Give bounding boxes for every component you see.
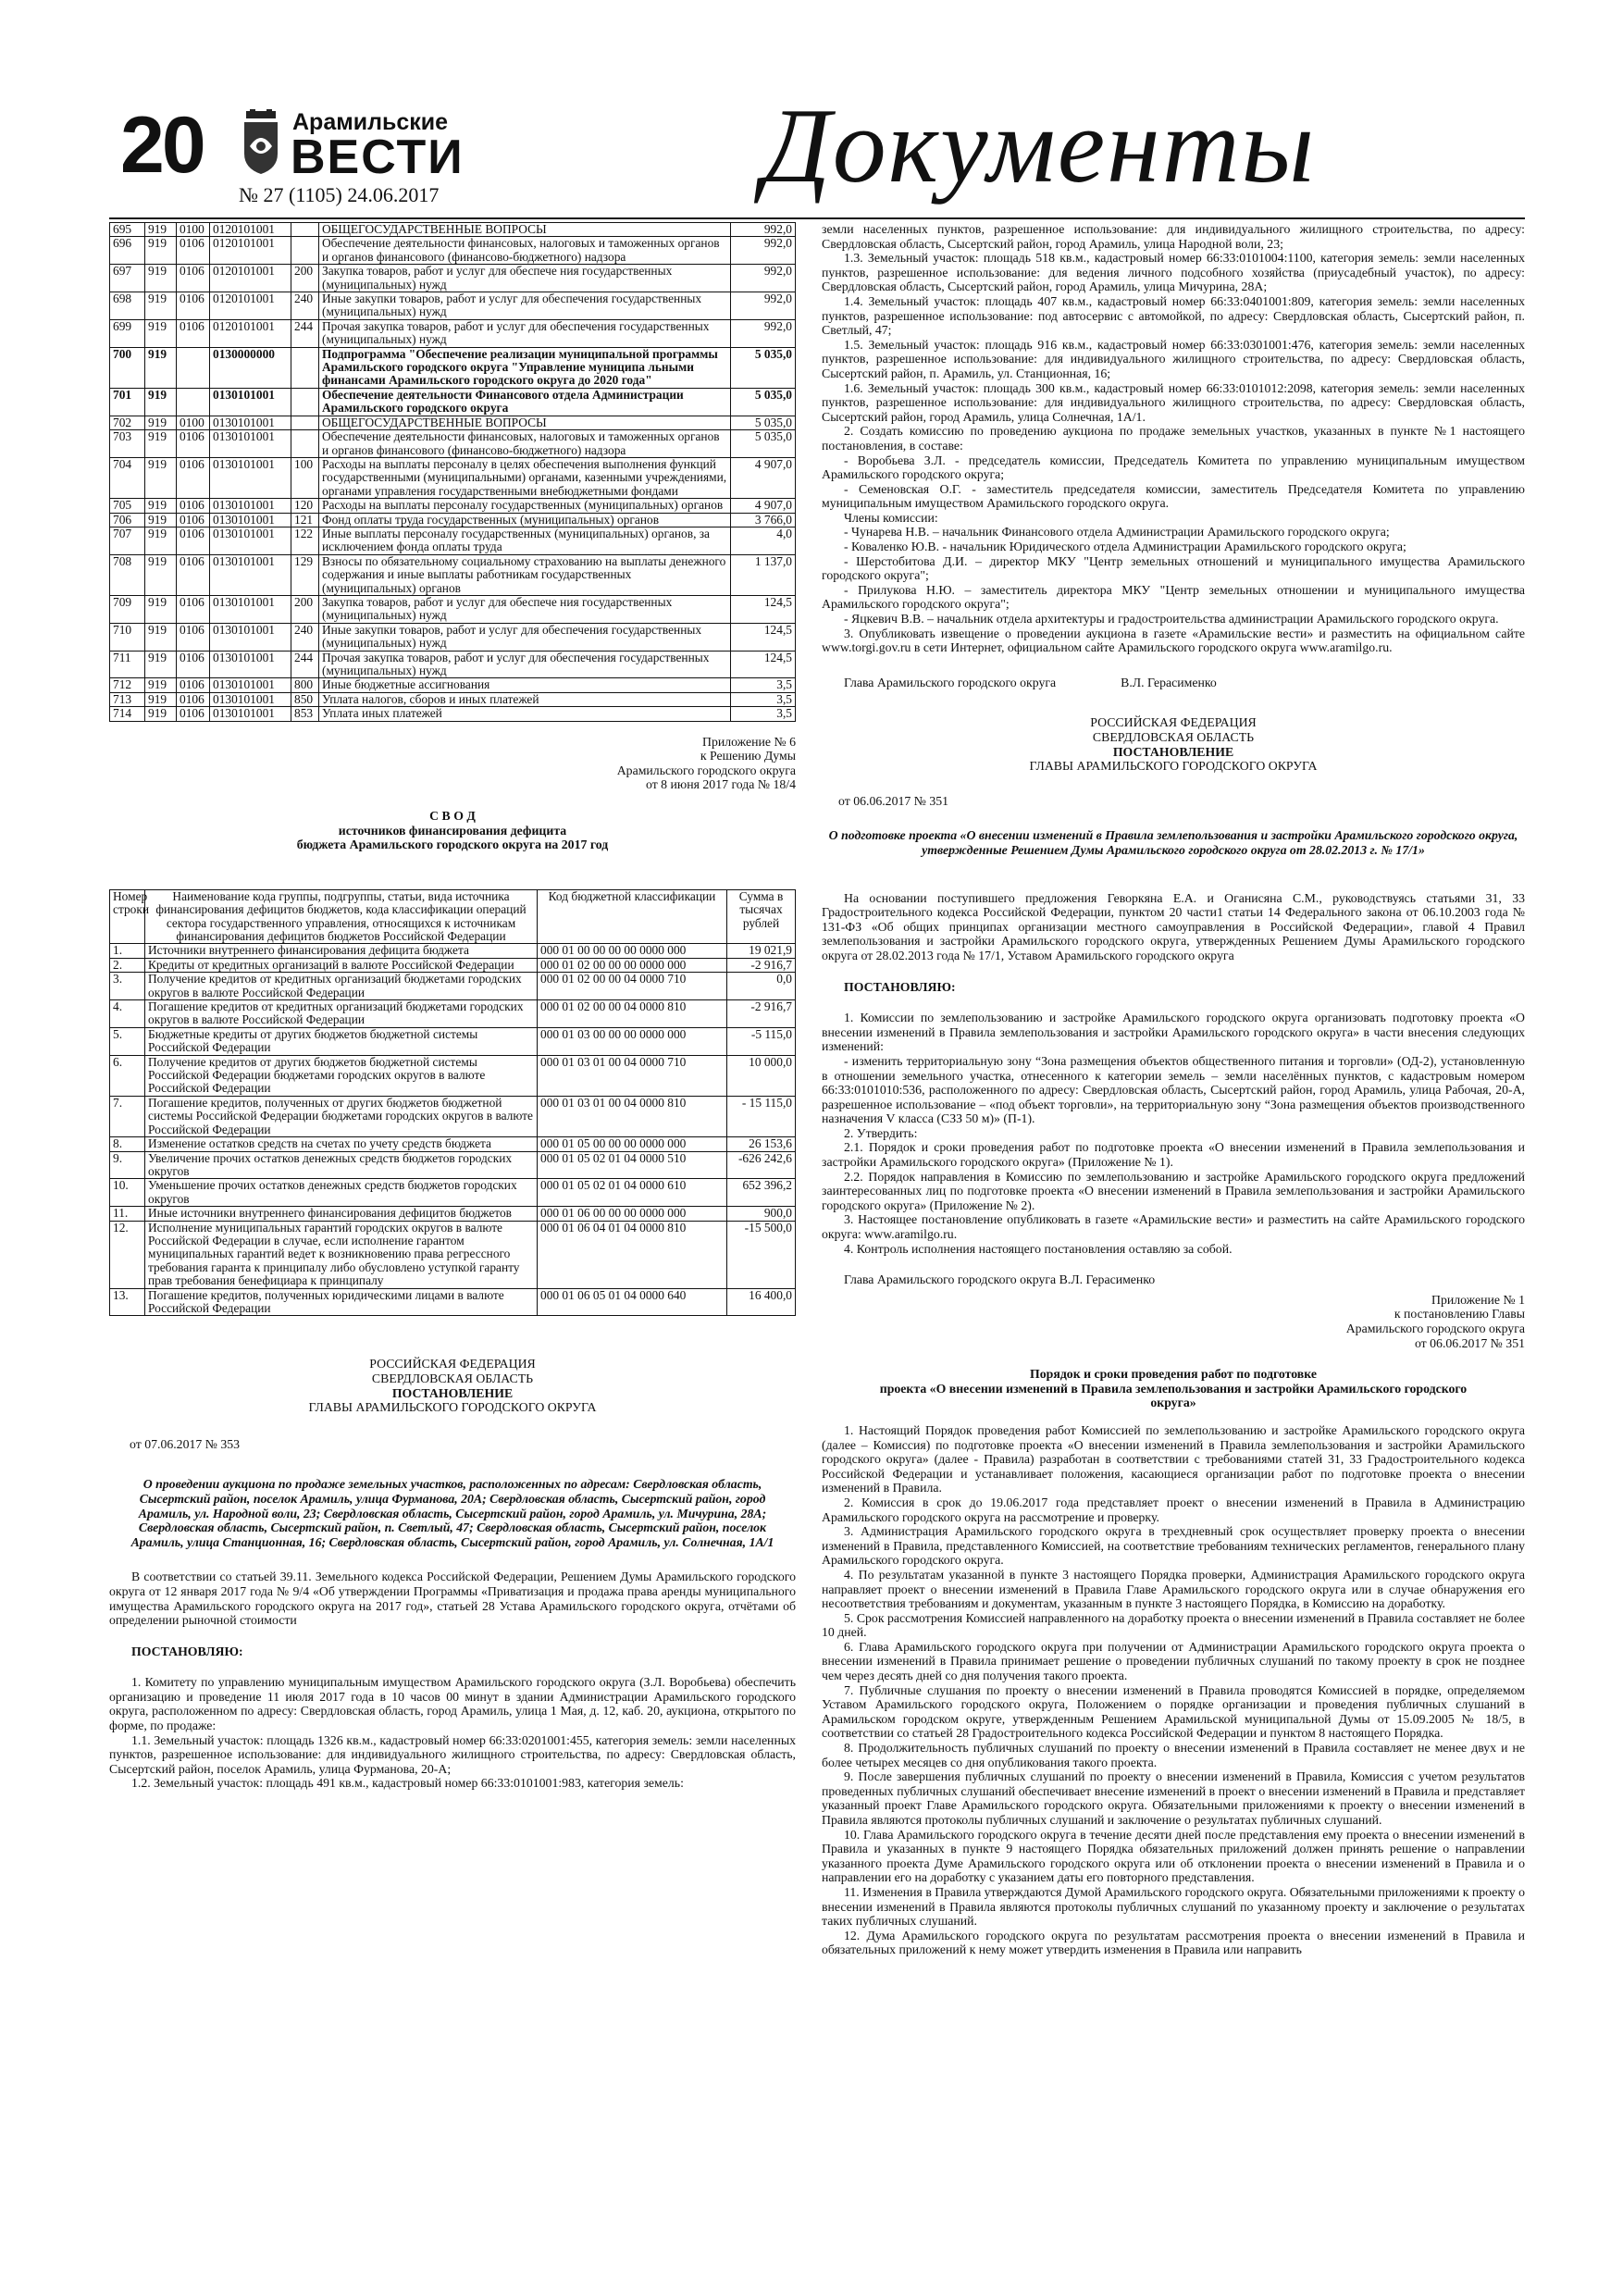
- res351-intro: На основании поступившего предложения Геворкяна Е.А. и Оганисяна С.М., руководствуясь статьями 31, 33 Градостроительного кодекса Российской Федерации, пунктом 20 части1 статьи 14 Федерального закона от 06.10.2003 года № 131-ФЗ «Об общих принципах организации местного самоуправления в Российской Федерации», главой 4 Правил землепользования и застройки Арамильского городского округа, утвержденных Решением Думы Арамильского городского округа от 28.02.2013 года № 17/1, Уставом Арамильского городского округа: [822, 890, 1525, 962]
- budget-row: 711 919 0106 0130101001 244 Прочая закупка товаров, работ и услуг для обеспечения государственных (муниципальных) нужд 124,5: [110, 651, 796, 678]
- issue-number: № 27 (1105) 24.06.2017: [239, 183, 440, 206]
- res353-intro: В соответствии со статьей 39.11. Земельного кодекса Российской Федерации, Решением Думы Арамильского городского округа от 12 января 2017 года № 9/4 «Об утверждении Программы «Приватизация и продажа права аренды муниципального имущества Арамильского городского округа на 2017 год», статьей 28 Устава Арамильского городского округа, отчётами об определении рыночной стоимости: [109, 1570, 796, 1628]
- svod-row: 5. Бюджетные кредиты от других бюджетов бюджетной системы Российской Федерации 000 01 03 00 00 00 0000 000 -5 115,0: [110, 1027, 796, 1055]
- order-item: 6. Глава Арамильского городского округа при получении от Администрации Арамильского городского округа проекта о внесении изменений в Правила принимает решение о проведении публичных слушаний по такому проекту в срок не позднее чем через десять дней со дня получения такого проекта.: [822, 1639, 1525, 1683]
- budget-row: 695 919 0100 0120101001 ОБЩЕГОСУДАРСТВЕННЫЕ ВОПРОСЫ 992,0: [110, 223, 796, 237]
- res351-p1: 1. Комиссии по землепользованию и застройке Арамильского городского округа организовать подготовку проекта «О внесении изменений в Правила землепользования и застройки Арамильского городского округа» в части внесения следующих изменений:: [822, 1011, 1525, 1054]
- commission-member: - Коваленко Ю.В. - начальник Юридического отдела Администрации Арамильского городского округа;: [844, 540, 1406, 554]
- res351-p21: 2.1. Порядок и сроки проведения работ по подготовке проекта «О внесении изменений в Правила землепользования и застройки Арамильского городского округа» (Приложение № 1).: [822, 1140, 1525, 1170]
- res353-title: О проведении аукциона по продаже земельных участков, расположенных по адресам: Свердловская область, Сысертский район, поселок Арамиль, улица Фурманова, 20А; Свердловская область, Сысертский район, город Арамиль, ул. Народной воли, 23; Свердловская область, Сысертский район, город Арамиль, ул. Мичурина, 28А; Свердловская область, Сысертский район, п. Светлый, 47; Свердловская область, Сысертский район, поселок Арамиль, улица Станционная, 16; Свердловская область, Сысертский район, город Арамиль, ул. Солнечная, 1А/1: [130, 1477, 774, 1549]
- commission-member: - Прилукова Н.Ю. – заместитель директора МКУ "Центр земельных отношении и муниципального имущества Арамильского городского округа";: [822, 582, 1525, 612]
- res353-p1: 1. Комитету по управлению муниципальным имуществом Арамильского городского округа (З.Л. Воробьева) обеспечить организацию и проведение 11 июля 2017 года в 10 часов 00 минут в здании Администрации Арамильского городского округа, расположенном по адресу: Свердловская область, город Арамиль, улица 1 Мая, д. 12, каб. 20, аукциона, открытого по форме, по продаже:: [109, 1675, 796, 1733]
- res351-title: О подготовке проекта «О внесении изменений в Правила землепользования и застройки Арамильского городского округа, утвержденные Решением Думы Арамильского городского округа от 28.02.2013 г. № 17/1»: [828, 828, 1518, 857]
- order-items: [822, 1423, 1525, 1957]
- svod-row: 7. Погашение кредитов, полученных от других бюджетов бюджетной системы Российской Федерации бюджетами городских округов в валюте Российской Федерации 000 01 03 01 00 04 0000 810 - 15 115,0: [110, 1096, 796, 1136]
- res351-p2: 2. Утвердить:: [844, 1125, 918, 1140]
- res353-header: РОССИЙСКАЯ ФЕДЕРАЦИЯ СВЕРДЛОВСКАЯ ОБЛАСТЬ ПОСТАНОВЛЕНИЕ ГЛАВЫ АРАМИЛЬСКОГО ГОРОДСКОГО ОКРУГА: [308, 1357, 597, 1415]
- left-column: [109, 222, 796, 2263]
- res353-p16: 1.6. Земельный участок: площадь 300 кв.м., кадастровый номер 66:33:0101012:2098, категория земель: земли населенных пунктов, разрешенное использование: для индивидуального жилищного строительства, по адресу: Свердловская область, Сысертский район, город Арамиль, улица Солнечная, 1А/1.: [822, 380, 1525, 424]
- res353-p2: 2. Создать комиссию по проведению аукциона по продаже земельных участков, указанных в пункте №1 настоящего постановления, в составе:: [822, 424, 1525, 453]
- res351-signature: Глава Арамильского городского округа В.Л. Герасименко: [844, 1272, 1156, 1287]
- res353-decree: ПОСТАНОВЛЯЮ:: [131, 1644, 243, 1658]
- order-title: Порядок и сроки проведения работ по подготовке проекта «О внесении изменений в Правила землепользования и застройки Арамильского городского округа»: [879, 1367, 1468, 1410]
- svod-row: 2. Кредиты от кредитных организаций в валюте Российской Федерации 000 01 02 00 00 00 0000 000 -2 916,7: [110, 958, 796, 972]
- budget-row: 704 919 0106 0130101001 100 Расходы на выплаты персоналу в целях обеспечения выполнения функций государственными (муниципальными) органами, казенными учреждениями, органами управления государственными внебюджетными фондами 4 907,0: [110, 457, 796, 498]
- order-item: 4. По результатам указанной в пункте 3 настоящего Порядка проверки, Администрация Арамильского городского округа направляет проект о внесении изменений в Правила Главе Арамильского городского округа или в случае обнаружения его несоответствия требованиям и документам, указанным в пункте 3 настоящего Порядка, в Комиссию на доработку.: [822, 1567, 1525, 1611]
- res353-p14: 1.4. Земельный участок: площадь 407 кв.м., кадастровый номер 66:33:0401001:809, категория земель: земли населенных пунктов, разрешенное использование: под автосервис с автомойкой, по адресу: Свердловская область, Сысертский район, п. Светлый, 47;: [822, 293, 1525, 338]
- budget-row: 696 919 0106 0120101001 Обеспечение деятельности финансовых, налоговых и таможенных органов и органов финансового (финансово-бюджетного) надзора 992,0: [110, 237, 796, 265]
- res353-continuation: земли населенных пунктов, разрешенное использование: для индивидуального жилищного строительства, по адресу: Свердловская область, Сысертский район, город Арамиль, улица Народной воли, 23;: [822, 222, 1525, 251]
- budget-row: 708 919 0106 0130101001 129 Взносы по обязательному социальному страхованию на выплаты денежного содержания и иные выплаты работникам государственных (муниципальных) органов 1 137,0: [110, 554, 796, 595]
- res353-p13: 1.3. Земельный участок: площадь 518 кв.м., кадастровый номер 66:33:0101004:1100, категория земель: земли населенных пунктов, разрешенное использование: для ведения личного подсобного хозяйства (приусадебный участок), по адресу: Свердловская область, Сысертский район, город Арамиль, улица Мичурина, 28А;: [822, 251, 1525, 294]
- budget-row: 701 919 0130101001 Обеспечение деятельности Финансового отдела Администрации Арамильского городского округа 5 035,0: [110, 388, 796, 416]
- res353-signature: Глава Арамильского городского округа В.Л. Герасименко: [844, 675, 1217, 689]
- header-rule: [109, 217, 1525, 219]
- res351-p22: 2.2. Порядок направления в Комиссию по землепользованию и застройке Арамильского городского округа предложений заинтересованных лиц по подготовке проекта «О внесении изменений в Правила землепользования и застройки Арамильского городского округа» (Приложение № 2).: [822, 1169, 1525, 1212]
- appendix6: Приложение № 6 к Решению Думы Арамильского городского округа от 8 июня 2017 года № 18/4: [616, 734, 796, 792]
- budget-table: [109, 222, 796, 722]
- commission-member: - Чунарева Н.В. – начальник Финансового отдела Администрации Арамильского городского округа;: [844, 525, 1390, 540]
- budget-row: 709 919 0106 0130101001 200 Закупка товаров, работ и услуг для обеспече ния государственных (муниципальных) нужд 124,5: [110, 595, 796, 623]
- order-item: 9. После завершения публичных слушаний по проекту о внесении изменений в Правила, Комиссия с учетом результатов проведенных публичных слушаний обеспечивает внесение изменений в проект о внесении изменений в Правила и представляет указанный проект Главе Арамильского городского округа. Обязательными приложениями к проекту о внесении изменений в Правила являются протоколы публичных слушаний и заключение о результатах публичных слушаний.: [822, 1769, 1525, 1827]
- budget-row: 699 919 0106 0120101001 244 Прочая закупка товаров, работ и услуг для обеспечения государственных (муниципальных) нужд 992,0: [110, 319, 796, 347]
- svod-header-name: Наименование кода группы, подгруппы, статьи, вида источника финансирования дефицитов бюджетов, кода классификации операций сектора государственного управления, относящихся к источникам финансирования дефицитов бюджетов Российской Федерации: [145, 889, 538, 944]
- res353-date: от 07.06.2017 № 353: [130, 1436, 241, 1451]
- appendix1: Приложение № 1 к постановлению Главы Арамильского городского округа от 06.06.2017 № 351: [1345, 1292, 1525, 1350]
- order-item: 8. Продолжительность публичных слушаний по проекту о внесении изменений в Правила составляет не менее двух и не более четырех месяцев со дня опубликования такого проекта.: [822, 1741, 1525, 1769]
- svod-row: 4. Погашение кредитов от кредитных организаций бюджетами городских округов в валюте Российской Федерации 000 01 02 00 00 04 0000 810 -2 916,7: [110, 1000, 796, 1028]
- budget-row: 707 919 0106 0130101001 122 Иные выплаты персоналу государственных (муниципальных) органов, за исключением фонда оплаты труда 4,0: [110, 527, 796, 554]
- res351-p3: 3. Настоящее постановление опубликовать в газете «Арамильские вести» и разместить на сайте Арамильского городского округа: www.aramilgo.ru.: [822, 1212, 1525, 1242]
- commission-members-label: Члены комиссии:: [844, 510, 938, 525]
- svod-row: 6. Получение кредитов от других бюджетов бюджетной системы Российской Федерации бюджетами городских округов в валюте Российской Федерации 000 01 03 01 00 04 0000 710 10 000,0: [110, 1055, 796, 1096]
- budget-row: 705 919 0106 0130101001 120 Расходы на выплаты персоналу государственных (муниципальных) органов 4 907,0: [110, 499, 796, 513]
- svod-row: 8. Изменение остатков средств на счетах по учету средств бюджета 000 01 05 00 00 00 0000 000 26 153,6: [110, 1137, 796, 1151]
- svod-header-num: Номер строки: [110, 889, 145, 944]
- res353-p15: 1.5. Земельный участок: площадь 916 кв.м., кадастровый номер 66:33:0301001:476, категория земель: земли населенных пунктов, разрешенное использование: для индивидуального жилищного строительства, по адресу: Свердловская область, Сысертский район, п. Арамиль, ул. Станционная, 16;: [822, 337, 1525, 380]
- masthead: [109, 87, 1525, 220]
- svod-row: 11. Иные источники внутреннего финансирования дефицитов бюджетов 000 01 06 00 00 00 0000 000 900,0: [110, 1207, 796, 1221]
- svod-row: 3. Получение кредитов от кредитных организаций бюджетами городских округов в валюте Российской Федерации 000 01 02 00 00 04 0000 710 0,0: [110, 973, 796, 1000]
- budget-row: 703 919 0106 0130101001 Обеспечение деятельности финансовых, налоговых и таможенных органов и органов финансового (финансово-бюджетного) надзора 5 035,0: [110, 430, 796, 458]
- order-item: 10. Глава Арамильского городского округа в течение десяти дней после представления ему проекта о внесении изменений в Правила и указанных в пункте 9 настоящего Порядка обязательных приложений должен принять решение о направлении указанного проекта Думе Арамильского городского округа или об отклонении проекта о внесении изменений в Правила и о направлении его на доработку с указанием даты его повторного представления.: [822, 1827, 1525, 1885]
- budget-row: 710 919 0106 0130101001 240 Иные закупки товаров, работ и услуг для обеспечения государственных (муниципальных) нужд 124,5: [110, 623, 796, 651]
- svod-row: 12. Исполнение муниципальных гарантий городских округов в валюте Российской Федерации в случае, если исполнение гарантом муниципальных гарантий ведет к возникновению права регрессного требования гаранта к принципалу либо обусловлено уступкой гаранту прав требования бенефициара к принципалу 000 01 06 04 01 04 0000 810 -15 500,0: [110, 1221, 796, 1288]
- budget-row: 700 919 0130000000 Подпрограмма "Обеспечение реализации муниципальной программы Арамильского городского округа "Управление муниципа льными финансами Арамильского городского округа до 2020 года" 5 035,0: [110, 347, 796, 388]
- section-title: Документы: [762, 87, 1317, 205]
- coat-of-arms-icon: [239, 109, 283, 176]
- res353-p3: 3. Опубликовать извещение о проведении аукциона в газете «Арамильские вести» и разместить на официальном сайте www.torgi.gov.ru в сети Интернет, официальном сайте Арамильского городского округа www.aramilgo.ru.: [822, 626, 1525, 655]
- budget-row: 713 919 0106 0130101001 850 Уплата налогов, сборов и иных платежей 3,5: [110, 692, 796, 706]
- order-item: 12. Дума Арамильского городского округа по результатам рассмотрения проекта о внесении изменений в Правила и обязательных приложений к нему может утвердить изменения в Правила или направить: [822, 1928, 1525, 1957]
- svod-row: 10. Уменьшение прочих остатков денежных средств бюджетов городских округов 000 01 05 02 01 04 0000 610 652 396,2: [110, 1179, 796, 1207]
- page-number: 20: [120, 101, 204, 190]
- res351-header: РОССИЙСКАЯ ФЕДЕРАЦИЯ СВЕРДЛОВСКАЯ ОБЛАСТЬ ПОСТАНОВЛЕНИЕ ГЛАВЫ АРАМИЛЬСКОГО ГОРОДСКОГО ОКРУГА: [1029, 715, 1318, 774]
- svod-header-code: Код бюджетной классификации: [538, 889, 727, 944]
- commission-member: - Воробьева З.Л. - председатель комиссии, Председатель Комитета по управлению муниципальным имуществом Арамильского городского округа;: [822, 453, 1525, 482]
- order-item: 5. Срок рассмотрения Комиссией направленного на доработку проекта о внесении изменений в Правила составляет не более 10 дней.: [822, 1610, 1525, 1640]
- res353-p11: 1.1. Земельный участок: площадь 1326 кв.м., кадастровый номер 66:33:0201001:455, категория земель: земли населенных пунктов, разрешенное использование: для индивидуального жилищного строительства, по адресу: Свердловская область, Сысертский район, поселок Арамиль, улица Фурманова, 20-А;: [109, 1732, 796, 1776]
- right-column: [822, 222, 1525, 2263]
- res351-date: от 06.06.2017 № 351: [838, 793, 949, 808]
- logo-line1: Арамильские: [292, 109, 449, 135]
- budget-row: 712 919 0106 0130101001 800 Иные бюджетные ассигнования 3,5: [110, 678, 796, 692]
- svod-row: 13. Погашение кредитов, полученных юридическими лицами в валюте Российской Федерации 000 01 06 05 01 04 0000 640 16 400,0: [110, 1288, 796, 1316]
- svod-table: [109, 889, 796, 1317]
- order-item: 2. Комиссия в срок до 19.06.2017 года представляет проект о внесении изменений в Правила в Администрацию Арамильского городского округа на рассмотрение и проверку.: [822, 1495, 1525, 1524]
- order-item: 7. Публичные слушания по проекту о внесении изменений в Правила проводятся Комиссией в порядке, определяемом Уставом Арамильского городского округа, Положением о порядке организации и проведения публичных слушаний в Арамильском городском округе, утвержденным Решением Арамильской муниципальной Думы от 15.09.2005 № 18/5, в соответствии со статьей 28 Градостроительного кодекса Российской Федерации и пунктом 8 настоящего Порядка.: [822, 1682, 1525, 1741]
- order-item: 1. Настоящий Порядок проведения работ Комиссией по землепользованию и застройке Арамильского городского округа (далее – Комиссия) по подготовке проекта «О внесении изменений в Правила землепользования и застройки Арамильского городского округа» (далее - Правила) разработан в соответствии с требованиями статей 31, 33 Градостроительного кодекса Российской Федерации и устанавливает положения, касающиеся организации работ по подготовке проекта о внесении изменений в Правила.: [822, 1422, 1525, 1496]
- order-item: 11. Изменения в Правила утверждаются Думой Арамильского городского округа. Обязательными приложениями к проекту о внесении изменений в Правила являются протоколы публичных слушаний по указанному проекту и заключение о результатах таких публичных слушаний.: [822, 1884, 1525, 1929]
- res351-decree: ПОСТАНОВЛЯЮ:: [844, 979, 956, 994]
- svod-row: 9. Увеличение прочих остатков денежных средств бюджетов городских округов 000 01 05 02 01 04 0000 510 -626 242,6: [110, 1151, 796, 1179]
- commission-member: - Семеновская О.Г. - заместитель председателя комиссии, заместитель Председателя Комитета по управлению муниципальным имуществом Арамильского городского округа.: [822, 481, 1525, 511]
- commission-member: - Шерстобитова Д.И. – директор МКУ "Центр земельных отношений и муниципального имущества Арамильского городского округа";: [822, 553, 1525, 583]
- budget-row: 697 919 0106 0120101001 200 Закупка товаров, работ и услуг для обеспече ния государственных (муниципальных) нужд 992,0: [110, 265, 796, 292]
- budget-row: 702 919 0100 0130101001 ОБЩЕГОСУДАРСТВЕННЫЕ ВОПРОСЫ 5 035,0: [110, 416, 796, 429]
- res351-p1a: - изменить территориальную зону “Зона размещения объектов общественного питания и торговли» (ОД-2), установленную в отношении земельного участка, отнесенного к категории земель – земли населённых пунктов, с кадастровым номером 66:33:0101010:536, расположенного по адресу: Свердловская область, Сысертский район, город Арамиль, улица Рабочая, 20-А, разрешенное использование – «под объект торговли», на территориальную зону “Зона размещения объектов производственного назначения V класса (СЗЗ 50 м)» (П-1).: [822, 1053, 1525, 1126]
- budget-row: 698 919 0106 0120101001 240 Иные закупки товаров, работ и услуг для обеспечения государственных (муниципальных) нужд 992,0: [110, 292, 796, 320]
- res351-p4: 4. Контроль исполнения настоящего постановления оставляю за собой.: [844, 1241, 1233, 1256]
- order-item: 3. Администрация Арамильского городского округа в трехдневный срок осуществляет проверку проекта о внесении изменений в Правила, представленного Комиссией, на соответствие требованиям технических регламентов, генерального плану Арамильского городского округа.: [822, 1524, 1525, 1568]
- budget-row: 706 919 0106 0130101001 121 Фонд оплаты труда государственных (муниципальных) органов 3 766,0: [110, 513, 796, 527]
- svod-row: 1. Источники внутреннего финансирования дефицита бюджета 000 01 00 00 00 00 0000 000 19 021,9: [110, 944, 796, 958]
- logo-line2: ВЕСТИ: [291, 130, 465, 184]
- budget-row: 714 919 0106 0130101001 853 Уплата иных платежей 3,5: [110, 707, 796, 721]
- svod-title: С В О Д источников финансирования дефицита бюджета Арамильского городского округа на 2017 год: [296, 809, 609, 852]
- commission-member: - Яцкевич В.В. – начальник отдела архитектуры и градостроительства администрации Арамильского городского округа.: [844, 612, 1499, 627]
- res353-p12: 1.2. Земельный участок: площадь 491 кв.м., кадастровый номер 66:33:0101001:983, категория земель:: [131, 1776, 684, 1791]
- svod-header-sum: Сумма в тысячах рублей: [727, 889, 796, 944]
